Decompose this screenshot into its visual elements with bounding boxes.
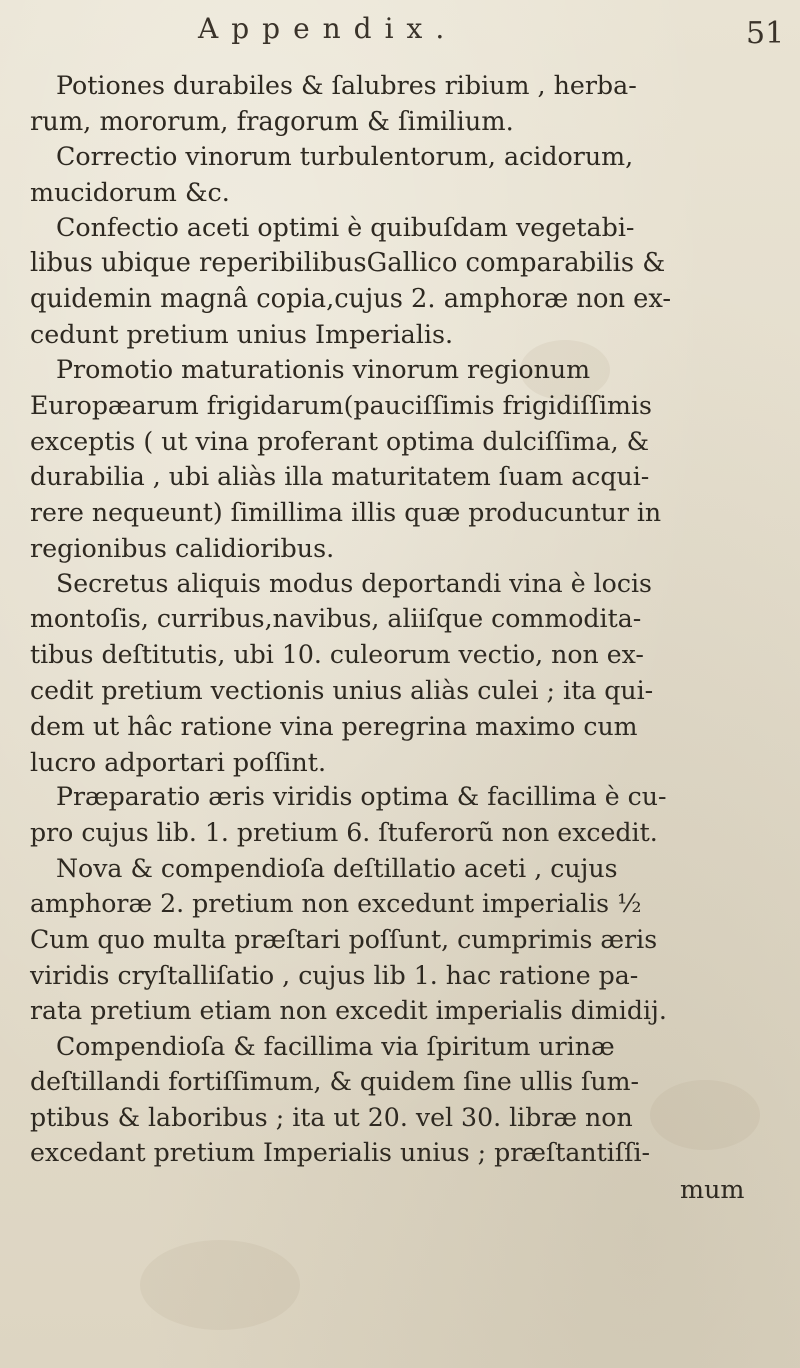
paper-stain xyxy=(140,1240,300,1330)
text-line: cedit pretium vectionis unius aliàs culei ; ita qui- xyxy=(30,676,654,705)
text-line: Potiones durabiles & ſalubres ribium , herba- xyxy=(56,71,637,100)
paper-stain xyxy=(650,1080,760,1150)
text-line: durabilia , ubi aliàs illa maturitatem ſuam acqui- xyxy=(30,462,650,491)
text-line: pro cujus lib. 1. pretium 6. ſtuferorũ non excedit. xyxy=(30,818,658,847)
text-line: quidemin magnâ copia,cujus 2. amphoræ non ex- xyxy=(30,284,672,314)
text-line: cedunt pretium unius Imperialis. xyxy=(30,319,454,349)
text-line: rere nequeunt) ſimillima illis quæ producuntur in xyxy=(30,498,662,527)
text-line: viridis cryſtalliſatio , cujus lib 1. hac ratione pa- xyxy=(30,961,639,990)
page-header xyxy=(0,8,800,51)
text-line: montoſis, curribus,navibus, aliiſque commodita- xyxy=(30,604,642,633)
text-line: Europæarum frigidarum(pauciſſimis frigidiſſimis xyxy=(30,391,652,420)
text-line: Nova & compendioſa deſtillatio aceti , cujus xyxy=(56,854,618,883)
text-line: mucidorum &c. xyxy=(30,177,230,207)
text-line: exceptis ( ut vina proferant optima dulciſſima, & xyxy=(30,427,649,456)
text-line: regionibus calidioribus. xyxy=(30,533,335,563)
text-line: deſtillandi fortiſſimum, & quidem ſine ullis ſum- xyxy=(30,1067,639,1096)
text-line: rata pretium etiam non excedit imperialis dimidij. xyxy=(30,996,667,1025)
text-line: tibus deſtitutis, ubi 10. culeorum vectio, non ex- xyxy=(30,640,644,669)
text-line: Compendioſa & facillima via ſpiritum urinæ xyxy=(56,1032,615,1061)
text-line: rum, mororum, fragorum & ſimilium. xyxy=(30,107,514,137)
text-line: Præparatio æris viridis optima & facillima è cu- xyxy=(56,782,667,811)
text-line: ptibus & laboribus ; ita ut 20. vel 30. libræ non xyxy=(30,1103,633,1132)
text-line: Confectio aceti optimi è quibuſdam vegetabi- xyxy=(56,213,635,242)
text-line: Promotio maturationis vinorum regionum xyxy=(56,355,591,384)
text-line: lucro adportari poſſint. xyxy=(30,747,327,777)
text-line: mum xyxy=(680,1174,745,1204)
page-number: 51 xyxy=(746,16,785,51)
text-line: Correctio vinorum turbulentorum, acidorum, xyxy=(56,142,634,171)
text-line: amphoræ 2. pretium non excedunt imperialis ½ xyxy=(30,889,642,918)
text-line: excedant pretium Imperialis unius ; præſtantiſſi- xyxy=(30,1138,651,1167)
text-line: dem ut hâc ratione vina peregrina maximo cum xyxy=(30,712,638,741)
text-line: Secretus aliquis modus deportandi vina è locis xyxy=(56,569,652,598)
running-head: Appendix. xyxy=(198,12,458,45)
text-line: libus ubique reperibilibusGallico comparabilis & xyxy=(30,248,666,278)
text-line: Cum quo multa præſtari poſſunt, cumprimis æris xyxy=(30,925,658,954)
